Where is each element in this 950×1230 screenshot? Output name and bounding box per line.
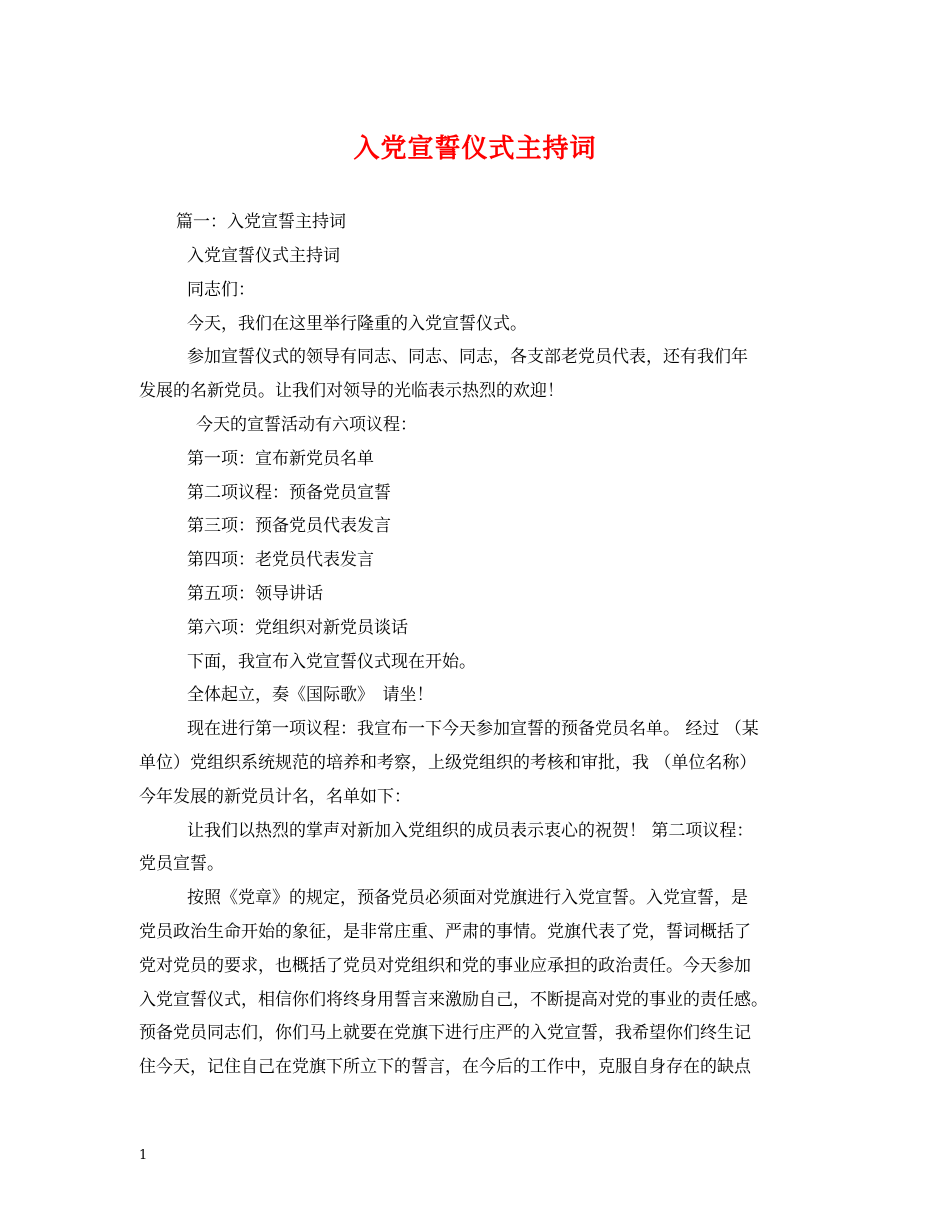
text-line: 党员宣誓。	[139, 854, 224, 874]
text-line: 入党宣誓仪式主持词	[187, 246, 340, 266]
text-line: 单位）党组织系统规范的培养和考察，上级党组织的考核和审批，我 （单位名称）	[139, 753, 757, 773]
text-line: 预备党员同志们，你们马上就要在党旗下进行庄严的入党宣誓，我希望你们终生记	[139, 1023, 751, 1043]
text-line: 同志们：	[187, 280, 255, 300]
text-line: 第一项：宣布新党员名单	[187, 449, 374, 469]
text-line: 党员政治生命开始的象征，是非常庄重、严肃的事情。党旗代表了党，誓词概括了	[139, 922, 751, 942]
text-line: 第六项：党组织对新党员谈话	[187, 618, 408, 638]
text-line: 今天，我们在这里举行隆重的入党宣誓仪式。	[187, 314, 527, 334]
text-line: 参加宣誓仪式的领导有同志、同志、同志，各支部老党员代表，还有我们年	[187, 347, 748, 367]
text-line: 下面，我宣布入党宣誓仪式现在开始。	[187, 652, 476, 672]
text-line: 第三项：预备党员代表发言	[187, 516, 391, 536]
text-line: 今年发展的新党员计名，名单如下：	[139, 787, 411, 807]
text-line: 现在进行第一项议程：我宣布一下今天参加宣誓的预备党员名单。 经过 （某	[187, 719, 759, 739]
text-line: 第四项：老党员代表发言	[187, 550, 374, 570]
text-line: 今天的宣誓活动有六项议程：	[196, 415, 417, 435]
text-line: 按照《党章》的规定，预备党员必须面对党旗进行入党宣誓。入党宣誓，是	[187, 888, 748, 908]
text-line: 入党宣誓仪式，相信你们将终身用誓言来激励自己，不断提高对党的事业的责任感。	[139, 990, 768, 1010]
text-line: 住今天，记住自己在党旗下所立下的誓言，在今后的工作中，克服自身存在的缺点	[139, 1057, 751, 1077]
text-line: 篇一：入党宣誓主持词	[176, 212, 346, 232]
text-line: 党对党员的要求，也概括了党员对党组织和党的事业应承担的政治责任。今天参加	[139, 956, 751, 976]
page-number: 1	[139, 1148, 148, 1163]
document-title: 入党宣誓仪式主持词	[353, 134, 597, 164]
text-line: 发展的名新党员。让我们对领导的光临表示热烈的欢迎！	[139, 381, 564, 401]
text-line: 第五项：领导讲话	[187, 584, 323, 604]
text-line: 让我们以热烈的掌声对新加入党组织的成员表示衷心的祝贺！ 第二项议程：	[187, 821, 754, 841]
text-line: 第二项议程：预备党员宣誓	[187, 483, 391, 503]
text-line: 全体起立，奏《国际歌》 请坐！	[187, 685, 434, 705]
